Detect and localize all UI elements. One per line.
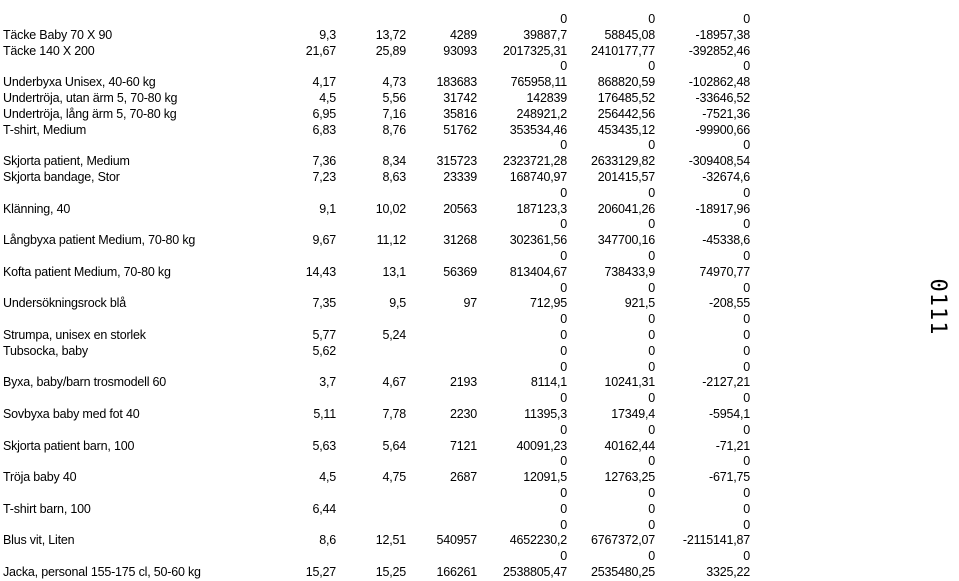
cell-difference: -309408,54 xyxy=(688,154,750,169)
row-name: Täcke 140 X 200 xyxy=(3,43,95,58)
row-name: Undersökningsrock blå xyxy=(3,296,126,311)
cell-total-new: 0 xyxy=(560,59,567,74)
cell-difference: 0 xyxy=(743,138,750,153)
row-name: Sovbyxa baby med fot 40 xyxy=(3,407,140,421)
cell-price-new: 6,83 xyxy=(312,122,336,137)
cell-difference: -392852,46 xyxy=(688,43,750,58)
cell-total-old: 0 xyxy=(648,12,655,26)
cell-difference: -102862,48 xyxy=(688,75,750,90)
cell-total-new: 2017325,31 xyxy=(502,43,567,58)
cell-total-new: 0 xyxy=(560,312,567,327)
cell-price-new: 5,62 xyxy=(312,343,336,358)
cell-total-new: 40091,23 xyxy=(516,438,567,453)
cell-price-old: 15,25 xyxy=(375,565,406,579)
cell-total-old: 0 xyxy=(648,249,655,263)
cell-price-new: 9,67 xyxy=(312,233,336,248)
cell-price-new: 5,11 xyxy=(313,407,336,421)
cell-price-old: 4,67 xyxy=(382,375,406,390)
cell-difference: 0 xyxy=(743,12,750,26)
cell-price-new: 15,27 xyxy=(305,565,336,579)
cell-total-old: 176485,52 xyxy=(597,91,655,105)
cell-quantity: 2230 xyxy=(449,407,477,421)
cell-total-old: 0 xyxy=(648,501,655,516)
cell-total-new: 168740,97 xyxy=(509,170,567,184)
cell-total-new: 712,95 xyxy=(529,296,567,311)
cell-total-old: 0 xyxy=(648,486,655,500)
table-row xyxy=(0,44,959,60)
table-row xyxy=(0,375,959,391)
cell-total-new: 2323721,28 xyxy=(502,154,567,169)
cell-price-old: 4,73 xyxy=(382,75,406,90)
cell-total-new: 302361,56 xyxy=(509,233,567,248)
cell-total-new: 0 xyxy=(560,138,567,153)
cell-difference: 0 xyxy=(743,312,750,327)
cell-total-new: 2538805,47 xyxy=(502,565,567,579)
cell-quantity: 56369 xyxy=(443,264,477,279)
row-name: Tubsocka, baby xyxy=(3,343,88,358)
row-name: Kofta patient Medium, 70-80 kg xyxy=(3,264,171,279)
table-row xyxy=(0,107,959,123)
cell-price-new: 7,35 xyxy=(312,296,336,311)
cell-price-new: 8,6 xyxy=(319,533,336,548)
cell-price-old: 13,72 xyxy=(375,27,406,42)
table-row xyxy=(0,281,959,297)
cell-quantity: 20563 xyxy=(443,201,477,216)
cell-price-old: 8,34 xyxy=(382,154,406,169)
cell-total-new: 765958,11 xyxy=(510,75,567,90)
cell-price-new: 6,44 xyxy=(312,501,336,516)
table-row xyxy=(0,360,959,376)
cell-price-new: 6,95 xyxy=(312,106,336,121)
row-name: Undertröja, lång ärm 5, 70-80 kg xyxy=(3,106,177,121)
cell-price-old: 12,51 xyxy=(375,533,406,548)
cell-difference: -671,75 xyxy=(709,470,750,485)
cell-difference: -18957,38 xyxy=(695,27,750,42)
row-name: Blus vit, Liten xyxy=(3,533,75,548)
cell-difference: 0 xyxy=(743,249,750,263)
cell-total-new: 0 xyxy=(560,454,567,469)
row-name: Skjorta bandage, Stor xyxy=(3,170,120,184)
cell-total-old: 206041,26 xyxy=(597,201,655,216)
cell-price-new: 4,17 xyxy=(312,75,336,90)
cell-price-old: 13,1 xyxy=(382,264,406,279)
cell-quantity: 93093 xyxy=(443,43,477,58)
table-row xyxy=(0,486,959,502)
table-row xyxy=(0,154,959,170)
cell-total-old: 921,5 xyxy=(624,296,655,311)
row-name: Täcke Baby 70 X 90 xyxy=(3,27,112,42)
cell-total-old: 453435,12 xyxy=(597,122,655,137)
row-name: Skjorta patient, Medium xyxy=(3,154,130,169)
cell-difference: 3325,22 xyxy=(706,565,750,579)
table-row xyxy=(0,296,959,312)
table-row xyxy=(0,28,959,44)
cell-difference: 0 xyxy=(743,328,750,342)
cell-total-old: 868820,59 xyxy=(597,75,655,90)
cell-total-new: 4652230,2 xyxy=(509,533,567,548)
row-name: Skjorta patient barn, 100 xyxy=(3,438,135,453)
cell-quantity: 540957 xyxy=(436,533,477,548)
cell-total-old: 256442,56 xyxy=(597,106,655,121)
cell-total-new: 0 xyxy=(560,185,567,200)
table-row xyxy=(0,265,959,281)
cell-total-old: 2633129,82 xyxy=(590,154,655,169)
table-row xyxy=(0,123,959,139)
cell-total-new: 0 xyxy=(560,12,567,26)
cell-total-old: 2535480,25 xyxy=(590,565,655,579)
cell-price-old: 8,76 xyxy=(382,122,406,137)
cell-total-old: 0 xyxy=(648,549,655,564)
table-row xyxy=(0,138,959,154)
table-row xyxy=(0,470,959,486)
cell-difference: 0 xyxy=(743,185,750,200)
table-row xyxy=(0,439,959,455)
cell-price-new: 9,1 xyxy=(319,201,336,216)
cell-total-old: 0 xyxy=(648,359,655,374)
cell-difference: -99900,66 xyxy=(695,122,750,137)
table-row xyxy=(0,91,959,107)
cell-total-new: 187123,3 xyxy=(516,201,567,216)
cell-difference: -5954,1 xyxy=(709,407,750,421)
table-row xyxy=(0,565,959,581)
cell-total-old: 347700,16 xyxy=(597,233,655,248)
cell-price-old: 5,24 xyxy=(382,328,406,342)
cell-quantity: 35816 xyxy=(443,106,477,121)
cell-quantity: 31268 xyxy=(443,233,477,248)
cell-total-old: 0 xyxy=(648,391,655,406)
cell-price-new: 4,5 xyxy=(319,91,336,105)
cell-total-new: 8114,1 xyxy=(530,375,567,390)
cell-total-old: 0 xyxy=(648,422,655,437)
cell-price-new: 4,5 xyxy=(319,470,336,485)
cell-total-new: 0 xyxy=(560,359,567,374)
table-row xyxy=(0,549,959,565)
cell-price-new: 5,63 xyxy=(312,438,336,453)
cell-quantity: 7121 xyxy=(449,438,477,453)
cell-difference: -32674,6 xyxy=(702,170,750,184)
cell-quantity: 183683 xyxy=(436,75,477,90)
cell-quantity: 97 xyxy=(463,296,477,311)
cell-price-new: 5,77 xyxy=(312,328,336,342)
row-name: Jacka, personal 155-175 cl, 50-60 kg xyxy=(3,565,201,579)
table-row xyxy=(0,454,959,470)
cell-difference: -33646,52 xyxy=(695,91,750,105)
table-row xyxy=(0,170,959,186)
cell-price-old: 11,12 xyxy=(376,233,406,248)
cell-difference: -18917,96 xyxy=(695,201,750,216)
cell-price-old: 7,78 xyxy=(382,407,406,421)
cell-total-new: 142839 xyxy=(526,91,567,105)
row-name: Underbyxa Unisex, 40-60 kg xyxy=(3,75,156,90)
cell-difference: 0 xyxy=(743,217,750,232)
cell-total-new: 0 xyxy=(560,422,567,437)
cell-price-new: 14,43 xyxy=(305,264,336,279)
cell-total-old: 6767372,07 xyxy=(590,533,655,548)
cell-total-old: 201415,57 xyxy=(597,170,655,184)
row-name: Långbyxa patient Medium, 70-80 kg xyxy=(3,233,196,248)
cell-difference: -2115141,87 xyxy=(682,533,750,548)
cell-quantity: 2193 xyxy=(449,375,477,390)
cell-price-old: 8,63 xyxy=(382,170,406,184)
cell-total-new: 12091,5 xyxy=(523,470,567,485)
table-row xyxy=(0,233,959,249)
cell-total-new: 248921,2 xyxy=(516,106,567,121)
cell-difference: 0 xyxy=(743,359,750,374)
page-number: 0111 xyxy=(925,278,950,336)
cell-total-old: 738433,9 xyxy=(604,264,655,279)
cell-total-new: 0 xyxy=(560,391,567,406)
table-row xyxy=(0,344,959,360)
cell-total-new: 0 xyxy=(560,343,567,358)
cell-total-old: 0 xyxy=(648,343,655,358)
cell-total-new: 0 xyxy=(560,328,567,342)
cell-difference: 0 xyxy=(743,549,750,564)
row-name: Undertröja, utan ärm 5, 70-80 kg xyxy=(3,91,178,105)
row-name: T-shirt, Medium xyxy=(3,122,87,137)
cell-total-new: 0 xyxy=(560,486,567,500)
cell-difference: 0 xyxy=(743,501,750,516)
cell-difference: -45338,6 xyxy=(702,233,750,248)
cell-total-old: 0 xyxy=(648,185,655,200)
table-row xyxy=(0,249,959,265)
cell-quantity: 4289 xyxy=(449,27,477,42)
cell-total-old: 0 xyxy=(648,59,655,74)
cell-price-old: 25,89 xyxy=(375,43,406,58)
cell-price-new: 7,36 xyxy=(312,154,336,169)
cell-difference: 0 xyxy=(743,454,750,469)
cell-total-new: 0 xyxy=(560,249,567,263)
cell-quantity: 166261 xyxy=(436,565,477,579)
cell-total-old: 0 xyxy=(648,328,655,342)
cell-price-new: 21,67 xyxy=(305,43,336,58)
table-row xyxy=(0,423,959,439)
cell-total-new: 0 xyxy=(560,549,567,564)
cell-total-old: 0 xyxy=(648,454,655,469)
cell-total-old: 0 xyxy=(648,217,655,232)
row-name: Klänning, 40 xyxy=(3,201,71,216)
table-row xyxy=(0,328,959,344)
cell-total-old: 10241,31 xyxy=(604,375,655,390)
cell-quantity: 31742 xyxy=(443,91,477,105)
cell-price-old: 5,56 xyxy=(382,91,406,105)
cell-total-old: 12763,25 xyxy=(604,470,655,485)
cell-price-old: 4,75 xyxy=(382,470,406,485)
cell-difference: 0 xyxy=(743,517,750,532)
cell-total-old: 0 xyxy=(648,280,655,295)
cell-difference: 0 xyxy=(743,343,750,358)
cell-quantity: 23339 xyxy=(443,170,477,184)
cell-price-new: 7,23 xyxy=(312,170,336,184)
cell-quantity: 315723 xyxy=(436,154,477,169)
cell-price-old: 9,5 xyxy=(389,296,406,311)
row-name: Strumpa, unisex en storlek xyxy=(3,328,146,342)
table-row xyxy=(0,217,959,233)
cell-total-old: 17349,4 xyxy=(611,407,655,421)
table-row xyxy=(0,518,959,534)
row-name: Tröja baby 40 xyxy=(3,470,77,485)
table-row xyxy=(0,202,959,218)
cell-total-new: 0 xyxy=(560,217,567,232)
cell-total-new: 0 xyxy=(560,501,567,516)
cell-total-old: 40162,44 xyxy=(604,438,655,453)
cell-total-new: 0 xyxy=(560,280,567,295)
table-row xyxy=(0,502,959,518)
cell-total-old: 0 xyxy=(648,517,655,532)
table-row xyxy=(0,12,959,28)
cell-difference: -71,21 xyxy=(715,438,750,453)
cell-price-old: 10,02 xyxy=(375,201,406,216)
cell-difference: -208,55 xyxy=(709,296,750,311)
table-row xyxy=(0,59,959,75)
cell-difference: -2127,21 xyxy=(702,375,750,390)
row-name: T-shirt barn, 100 xyxy=(3,501,91,516)
row-name: Byxa, baby/barn trosmodell 60 xyxy=(3,375,167,390)
cell-price-new: 9,3 xyxy=(319,27,336,42)
cell-total-new: 0 xyxy=(560,517,567,532)
cell-total-old: 58845,08 xyxy=(604,27,655,42)
cell-total-new: 11395,3 xyxy=(524,407,567,421)
cell-quantity: 51762 xyxy=(443,122,477,137)
table-row xyxy=(0,533,959,549)
cell-total-old: 0 xyxy=(648,138,655,153)
cell-total-new: 353534,46 xyxy=(509,122,567,137)
table-row xyxy=(0,186,959,202)
table-row xyxy=(0,391,959,407)
cell-difference: -7521,36 xyxy=(702,106,750,121)
cell-total-old: 2410177,77 xyxy=(590,43,655,58)
cell-difference: 0 xyxy=(743,422,750,437)
cell-difference: 74970,77 xyxy=(699,264,750,279)
cell-difference: 0 xyxy=(743,486,750,500)
cell-price-old: 5,64 xyxy=(382,438,406,453)
table-row xyxy=(0,75,959,91)
cell-price-new: 3,7 xyxy=(319,375,336,390)
cell-total-new: 39887,7 xyxy=(523,27,567,42)
cell-difference: 0 xyxy=(743,59,750,74)
cell-difference: 0 xyxy=(743,280,750,295)
cell-difference: 0 xyxy=(743,391,750,406)
cell-total-old: 0 xyxy=(648,312,655,327)
cell-quantity: 2687 xyxy=(449,470,477,485)
table-row xyxy=(0,312,959,328)
cell-total-new: 813404,67 xyxy=(509,264,567,279)
table-row xyxy=(0,407,959,423)
cell-price-old: 7,16 xyxy=(382,106,406,121)
